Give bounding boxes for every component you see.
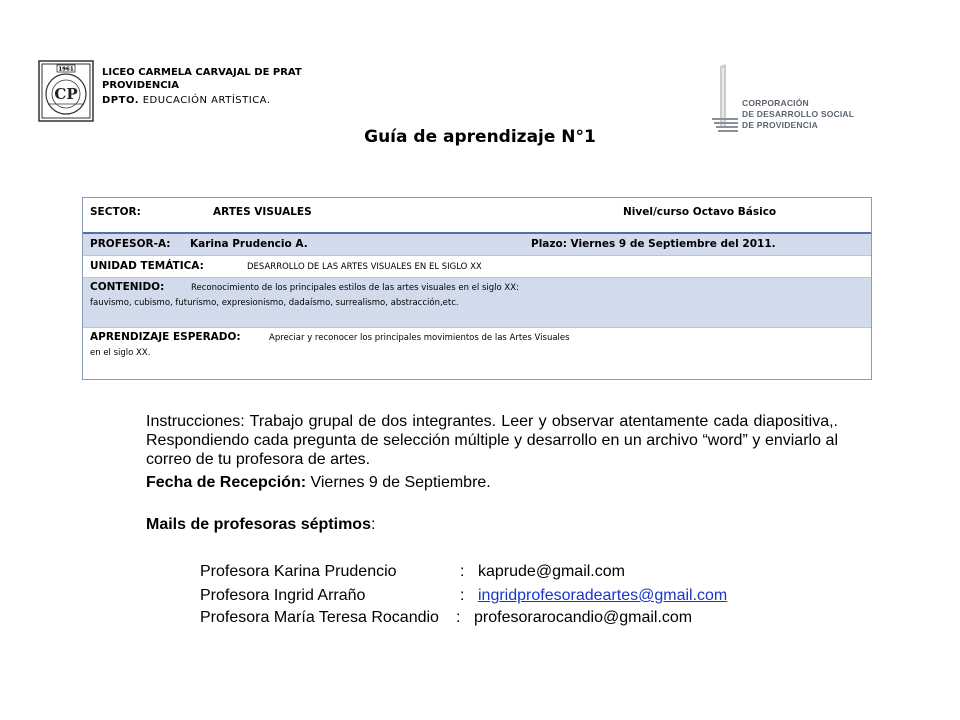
mails-colon: : — [370, 516, 376, 533]
sector-label: SECTOR: — [90, 206, 141, 218]
department — [102, 94, 302, 107]
school-crest-logo — [38, 60, 94, 122]
dept-name: EDUCACIÓN ARTÍSTICA. — [142, 95, 271, 106]
plazo: Plazo: Viernes 9 de Septiembre del 2011. — [531, 238, 776, 250]
corporation-logo — [706, 62, 742, 134]
corp-line-1: CORPORACIÓN — [742, 98, 809, 108]
fecha-recepcion — [146, 474, 491, 492]
teacher-name: Profesora Ingrid Arraño — [200, 587, 366, 604]
info-table — [82, 197, 872, 380]
teacher-sep: : — [456, 609, 461, 626]
teacher-email: kaprude@gmail.com — [478, 563, 625, 580]
contenido-value: Reconocimiento de los principales estilos de las artes visuales en el siglo XX: — [191, 283, 519, 293]
teacher-email-link[interactable]: ingridprofesoradeartes@gmail.com — [478, 587, 728, 604]
table-row-contenido — [83, 278, 871, 328]
school-city: PROVIDENCIA — [102, 80, 180, 91]
table-row-aprendizaje — [83, 328, 871, 379]
teacher-name: Profesora Karina Prudencio — [200, 563, 397, 580]
logo-year: 1961 — [58, 66, 74, 73]
mails-label: Mails de profesoras séptimos — [146, 516, 371, 533]
mails-heading — [146, 516, 375, 534]
unidad-value: DESARROLLO DE LAS ARTES VISUALES EN EL SIGLO XX — [247, 262, 482, 272]
svg-text:CP: CP — [54, 85, 78, 103]
table-row-unidad — [83, 256, 871, 278]
table-row-sector — [83, 198, 871, 234]
contenido-label: CONTENIDO: — [90, 281, 165, 293]
teacher-sep: : — [460, 563, 465, 580]
aprendizaje-label: APRENDIZAJE ESPERADO: — [90, 331, 241, 343]
unidad-label: UNIDAD TEMÁTICA: — [90, 260, 204, 272]
teacher-sep: : — [460, 587, 465, 604]
dept-prefix: DPTO. — [102, 95, 140, 106]
corp-line-3: DE PROVIDENCIA — [742, 120, 819, 130]
instructions-paragraph — [146, 412, 838, 469]
contenido-line-2: fauvismo, cubismo, futurismo, expresionismo, dadaísmo, surrealismo, abstracción,etc. — [90, 298, 459, 308]
aprendizaje-value: Apreciar y reconocer los principales movimientos de las Artes Visuales — [269, 333, 570, 343]
sector-value: ARTES VISUALES — [213, 206, 312, 218]
profesor-value: Karina Prudencio A. — [190, 238, 308, 250]
table-row-profesor — [83, 234, 871, 256]
corp-line-2: DE DESARROLLO SOCIAL — [742, 109, 855, 119]
instructions-text: : Trabajo grupal de dos integrantes. Leer y observar atentamente cada diapositiva,. Respondiendo cada pregunta de selección múltiple y desarrollo en un archivo “word” y enviarlo al correo de tu profesora de artes. — [146, 413, 838, 468]
instructions-label: Instrucciones — [146, 413, 241, 430]
school-header — [102, 66, 302, 107]
teacher-email: profesorarocandio@gmail.com — [474, 609, 693, 626]
aprendizaje-line-2: en el siglo XX. — [90, 348, 151, 358]
page-title: Guía de aprendizaje N°1 — [364, 127, 596, 147]
fecha-label: Fecha de Recepción: — [146, 474, 307, 491]
fecha-value: Viernes 9 de Septiembre. — [306, 474, 491, 491]
profesor-label: PROFESOR-A: — [90, 238, 171, 250]
teacher-name: Profesora María Teresa Rocandio — [200, 609, 439, 626]
nivel-curso: Nivel/curso Octavo Básico — [623, 206, 777, 218]
school-name: LICEO CARMELA CARVAJAL DE PRAT — [102, 67, 302, 78]
